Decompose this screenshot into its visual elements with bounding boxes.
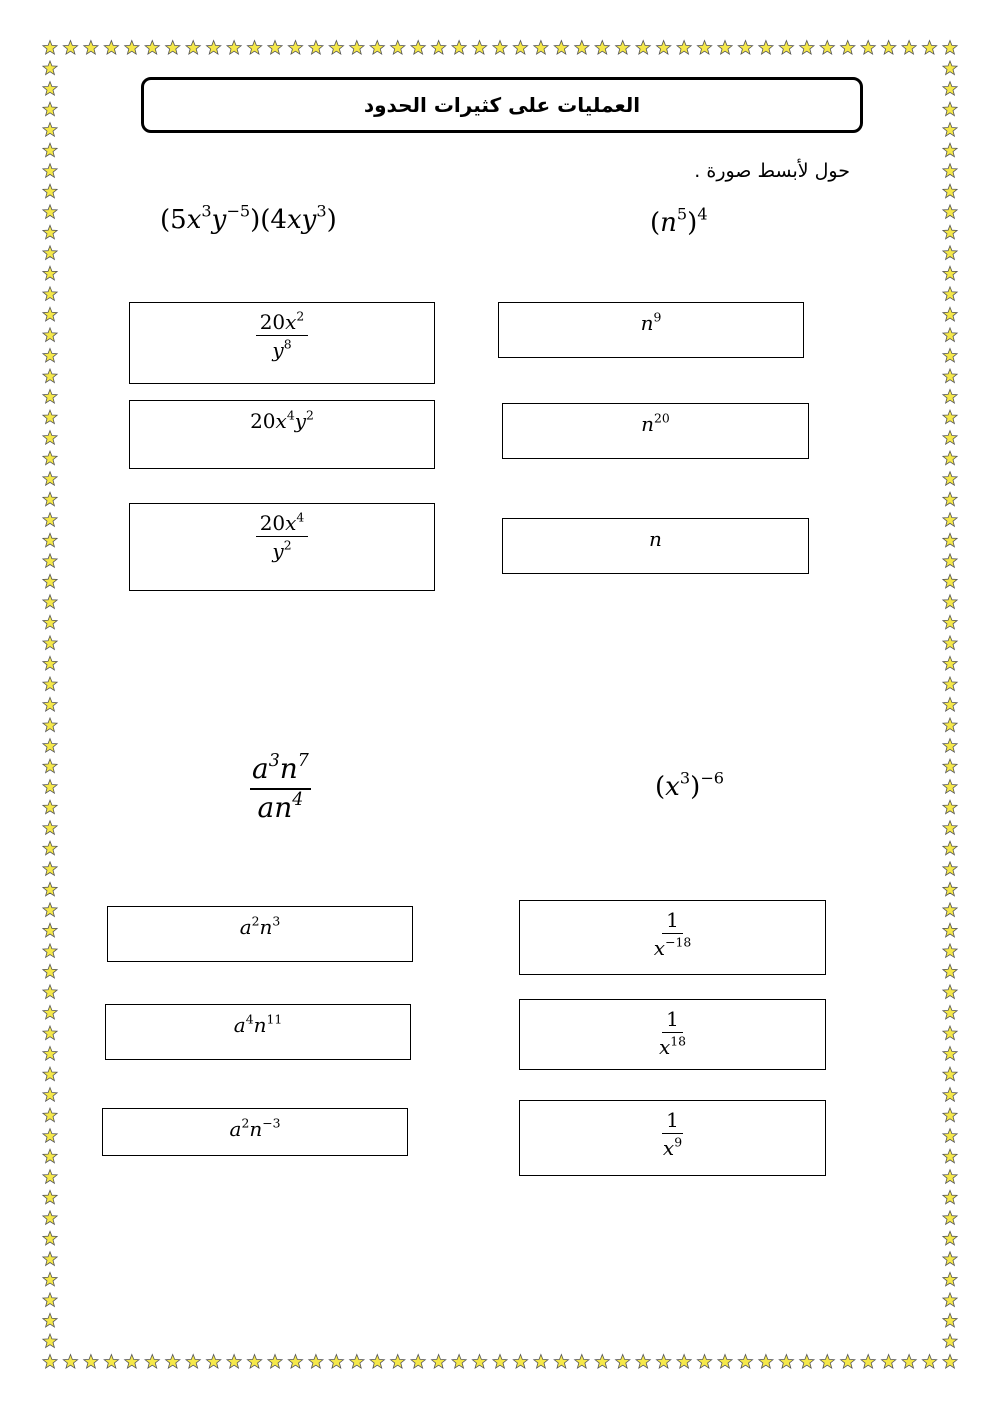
star-icon	[207, 41, 221, 55]
star-icon	[43, 841, 57, 855]
star-icon	[943, 533, 957, 547]
p2-option-1[interactable]: $n^9$	[498, 302, 804, 358]
star-icon	[943, 431, 957, 445]
fraction: $\frac{20x^4}{y^2}$	[256, 512, 309, 562]
star-icon	[943, 615, 957, 629]
star-icon	[738, 41, 752, 55]
star-icon	[43, 1334, 57, 1348]
star-icon	[43, 431, 57, 445]
star-icon	[759, 1355, 773, 1369]
p3-option-3[interactable]: $a^2n^{-3}$	[102, 1108, 408, 1156]
star-icon	[943, 1129, 957, 1143]
title-text: العمليات على كثيرات الحدود	[363, 93, 641, 117]
p1-option-1[interactable]	[129, 302, 435, 384]
star-icon	[145, 1355, 159, 1369]
star-icon	[943, 246, 957, 260]
star-icon	[43, 164, 57, 178]
star-icon	[861, 1355, 875, 1369]
star-icon	[452, 1355, 466, 1369]
star-icon	[943, 184, 957, 198]
star-icon	[329, 41, 343, 55]
star-icon	[43, 1211, 57, 1225]
star-icon	[125, 1355, 139, 1369]
star-icon	[943, 102, 957, 116]
star-icon	[779, 1355, 793, 1369]
star-icon	[309, 1355, 323, 1369]
star-icon	[43, 266, 57, 280]
star-icon	[43, 800, 57, 814]
p2-option-3[interactable]: n	[502, 518, 809, 574]
star-icon	[943, 349, 957, 363]
star-icon	[43, 595, 57, 609]
star-icon	[43, 184, 57, 198]
star-icon	[943, 862, 957, 876]
star-icon	[411, 1355, 425, 1369]
star-icon	[554, 1355, 568, 1369]
star-icon	[329, 1355, 343, 1369]
star-icon	[472, 1355, 486, 1369]
star-icon	[43, 205, 57, 219]
star-icon	[472, 41, 486, 55]
star-icon	[575, 41, 589, 55]
star-icon	[43, 410, 57, 424]
instruction-text: حول لأبسط صورة .	[694, 160, 850, 182]
star-icon	[800, 1355, 814, 1369]
fraction: $\frac{1}{x^{-18}}$	[653, 908, 692, 960]
star-icon	[43, 1231, 57, 1245]
p1-option-2[interactable]: $20x^4y^2$	[129, 400, 435, 469]
star-icon	[43, 615, 57, 629]
fraction: $\frac{1}{x^9}$	[662, 1108, 683, 1160]
star-icon	[43, 472, 57, 486]
star-icon	[882, 41, 896, 55]
star-icon	[43, 533, 57, 547]
star-icon	[43, 225, 57, 239]
problem-1-expression: $(5x^3y^{-5})(4xy^3)$	[160, 201, 337, 235]
star-icon	[943, 923, 957, 937]
star-icon	[943, 574, 957, 588]
star-icon	[820, 41, 834, 55]
fraction: $\frac{1}{x^{18}}$	[658, 1007, 687, 1059]
star-icon	[268, 1355, 282, 1369]
star-icon	[43, 1026, 57, 1040]
star-icon	[943, 1149, 957, 1163]
star-icon	[657, 41, 671, 55]
star-icon	[43, 985, 57, 999]
star-icon	[575, 1355, 589, 1369]
star-icon	[943, 595, 957, 609]
star-icon	[350, 41, 364, 55]
star-icon	[43, 739, 57, 753]
star-icon	[943, 205, 957, 219]
star-icon	[943, 1231, 957, 1245]
star-icon	[943, 1252, 957, 1266]
star-icon	[820, 1355, 834, 1369]
star-icon	[595, 1355, 609, 1369]
star-icon	[943, 1334, 957, 1348]
star-icon	[145, 41, 159, 55]
star-icon	[43, 307, 57, 321]
star-icon	[43, 328, 57, 342]
star-icon	[882, 1355, 896, 1369]
p4-option-2[interactable]	[519, 999, 826, 1070]
star-icon	[43, 287, 57, 301]
star-icon	[943, 636, 957, 650]
star-icon	[43, 143, 57, 157]
star-icon	[43, 882, 57, 896]
star-icon	[104, 1355, 118, 1369]
star-icon	[452, 41, 466, 55]
star-icon	[943, 1026, 957, 1040]
star-icon	[43, 964, 57, 978]
star-icon	[493, 1355, 507, 1369]
star-icon	[943, 123, 957, 137]
star-icon	[534, 1355, 548, 1369]
p3-option-1[interactable]: $a^2n^3$	[107, 906, 413, 962]
star-icon	[43, 718, 57, 732]
star-icon	[43, 903, 57, 917]
star-icon	[943, 1006, 957, 1020]
star-icon	[84, 1355, 98, 1369]
star-icon	[943, 390, 957, 404]
star-icon	[43, 1108, 57, 1122]
star-icon	[943, 739, 957, 753]
star-icon	[43, 656, 57, 670]
star-icon	[43, 821, 57, 835]
star-icon	[943, 1313, 957, 1327]
star-icon	[43, 513, 57, 527]
star-icon	[943, 780, 957, 794]
star-icon	[943, 1190, 957, 1204]
star-icon	[943, 1355, 957, 1369]
star-icon	[43, 1355, 57, 1369]
star-icon	[309, 41, 323, 55]
star-icon	[943, 61, 957, 75]
star-icon	[370, 41, 384, 55]
star-icon	[411, 41, 425, 55]
star-icon	[943, 472, 957, 486]
star-icon	[186, 41, 200, 55]
star-icon	[43, 492, 57, 506]
star-icon	[43, 390, 57, 404]
star-icon	[943, 82, 957, 96]
star-icon	[943, 656, 957, 670]
star-icon	[493, 41, 507, 55]
star-icon	[43, 923, 57, 937]
p3-option-2[interactable]: $a^4n^{11}$	[105, 1004, 411, 1060]
star-icon	[43, 102, 57, 116]
star-icon	[922, 41, 936, 55]
star-icon	[943, 1211, 957, 1225]
problem-2-expression: $(n^5)^4$	[650, 204, 708, 238]
star-icon	[943, 287, 957, 301]
star-icon	[636, 1355, 650, 1369]
star-icon	[943, 1108, 957, 1122]
star-icon	[350, 1355, 364, 1369]
star-icon	[534, 41, 548, 55]
star-icon	[943, 369, 957, 383]
star-icon	[943, 698, 957, 712]
p1-option-3[interactable]	[129, 503, 435, 591]
star-icon	[391, 1355, 405, 1369]
star-icon	[63, 1355, 77, 1369]
star-icon	[43, 246, 57, 260]
star-icon	[616, 1355, 630, 1369]
star-icon	[43, 1047, 57, 1061]
worksheet-title	[141, 77, 863, 133]
star-icon	[166, 41, 180, 55]
star-icon	[718, 41, 732, 55]
star-icon	[63, 41, 77, 55]
star-icon	[554, 41, 568, 55]
star-icon	[943, 903, 957, 917]
problem-3-expression: $\frac{a^3n^7}{an^4}$	[252, 750, 309, 824]
star-icon	[657, 1355, 671, 1369]
star-icon	[943, 143, 957, 157]
star-icon	[943, 164, 957, 178]
star-icon	[677, 1355, 691, 1369]
star-icon	[432, 41, 446, 55]
star-icon	[43, 698, 57, 712]
star-icon	[288, 41, 302, 55]
p4-option-1[interactable]	[519, 900, 826, 975]
star-icon	[943, 410, 957, 424]
star-icon	[43, 636, 57, 650]
star-icon	[43, 780, 57, 794]
star-icon	[943, 328, 957, 342]
star-icon	[43, 944, 57, 958]
star-icon	[125, 41, 139, 55]
problem-4-expression: $(x^3)^{-6}$	[655, 768, 724, 802]
star-icon	[84, 41, 98, 55]
star-icon	[43, 1149, 57, 1163]
star-icon	[43, 677, 57, 691]
star-icon	[943, 266, 957, 280]
star-icon	[43, 61, 57, 75]
star-icon	[943, 677, 957, 691]
star-icon	[943, 944, 957, 958]
star-icon	[718, 1355, 732, 1369]
star-icon	[43, 574, 57, 588]
star-icon	[943, 1272, 957, 1286]
star-icon	[43, 1006, 57, 1020]
star-icon	[43, 369, 57, 383]
star-icon	[697, 41, 711, 55]
star-icon	[43, 1088, 57, 1102]
star-icon	[43, 349, 57, 363]
star-icon	[43, 1067, 57, 1081]
star-icon	[43, 759, 57, 773]
star-icon	[247, 1355, 261, 1369]
star-icon	[922, 1355, 936, 1369]
star-icon	[943, 451, 957, 465]
star-icon	[43, 1293, 57, 1307]
star-icon	[166, 1355, 180, 1369]
star-icon	[943, 841, 957, 855]
star-icon	[43, 82, 57, 96]
star-icon	[247, 41, 261, 55]
star-icon	[43, 41, 57, 55]
star-icon	[943, 1067, 957, 1081]
p2-option-2[interactable]: $n^{20}$	[502, 403, 809, 459]
star-icon	[738, 1355, 752, 1369]
star-icon	[943, 492, 957, 506]
fraction: $\frac{20x^2}{y^8}$	[256, 311, 309, 361]
star-icon	[43, 451, 57, 465]
star-icon	[943, 41, 957, 55]
star-icon	[43, 862, 57, 876]
star-icon	[104, 41, 118, 55]
star-icon	[943, 800, 957, 814]
star-icon	[43, 1170, 57, 1184]
star-icon	[227, 41, 241, 55]
star-icon	[943, 225, 957, 239]
star-icon	[943, 718, 957, 732]
star-icon	[943, 882, 957, 896]
star-icon	[616, 41, 630, 55]
star-icon	[595, 41, 609, 55]
star-icon	[43, 1313, 57, 1327]
star-icon	[841, 1355, 855, 1369]
star-icon	[43, 1129, 57, 1143]
star-icon	[677, 41, 691, 55]
star-icon	[43, 1190, 57, 1204]
star-icon	[861, 41, 875, 55]
star-icon	[513, 41, 527, 55]
star-icon	[841, 41, 855, 55]
star-icon	[268, 41, 282, 55]
star-icon	[43, 1272, 57, 1286]
star-icon	[636, 41, 650, 55]
star-icon	[227, 1355, 241, 1369]
star-icon	[43, 554, 57, 568]
star-icon	[943, 554, 957, 568]
star-icon	[779, 41, 793, 55]
star-icon	[186, 1355, 200, 1369]
star-icon	[432, 1355, 446, 1369]
star-icon	[288, 1355, 302, 1369]
star-icon	[902, 1355, 916, 1369]
p4-option-3[interactable]	[519, 1100, 826, 1176]
star-icon	[902, 41, 916, 55]
star-icon	[943, 1088, 957, 1102]
star-icon	[943, 1047, 957, 1061]
star-icon	[943, 821, 957, 835]
star-icon	[943, 307, 957, 321]
star-icon	[943, 759, 957, 773]
star-icon	[697, 1355, 711, 1369]
star-icon	[391, 41, 405, 55]
star-icon	[943, 513, 957, 527]
star-icon	[207, 1355, 221, 1369]
star-icon	[370, 1355, 384, 1369]
star-icon	[943, 985, 957, 999]
star-icon	[513, 1355, 527, 1369]
star-icon	[800, 41, 814, 55]
star-icon	[943, 964, 957, 978]
star-icon	[43, 123, 57, 137]
star-icon	[759, 41, 773, 55]
star-icon	[943, 1293, 957, 1307]
star-icon	[43, 1252, 57, 1266]
star-icon	[943, 1170, 957, 1184]
